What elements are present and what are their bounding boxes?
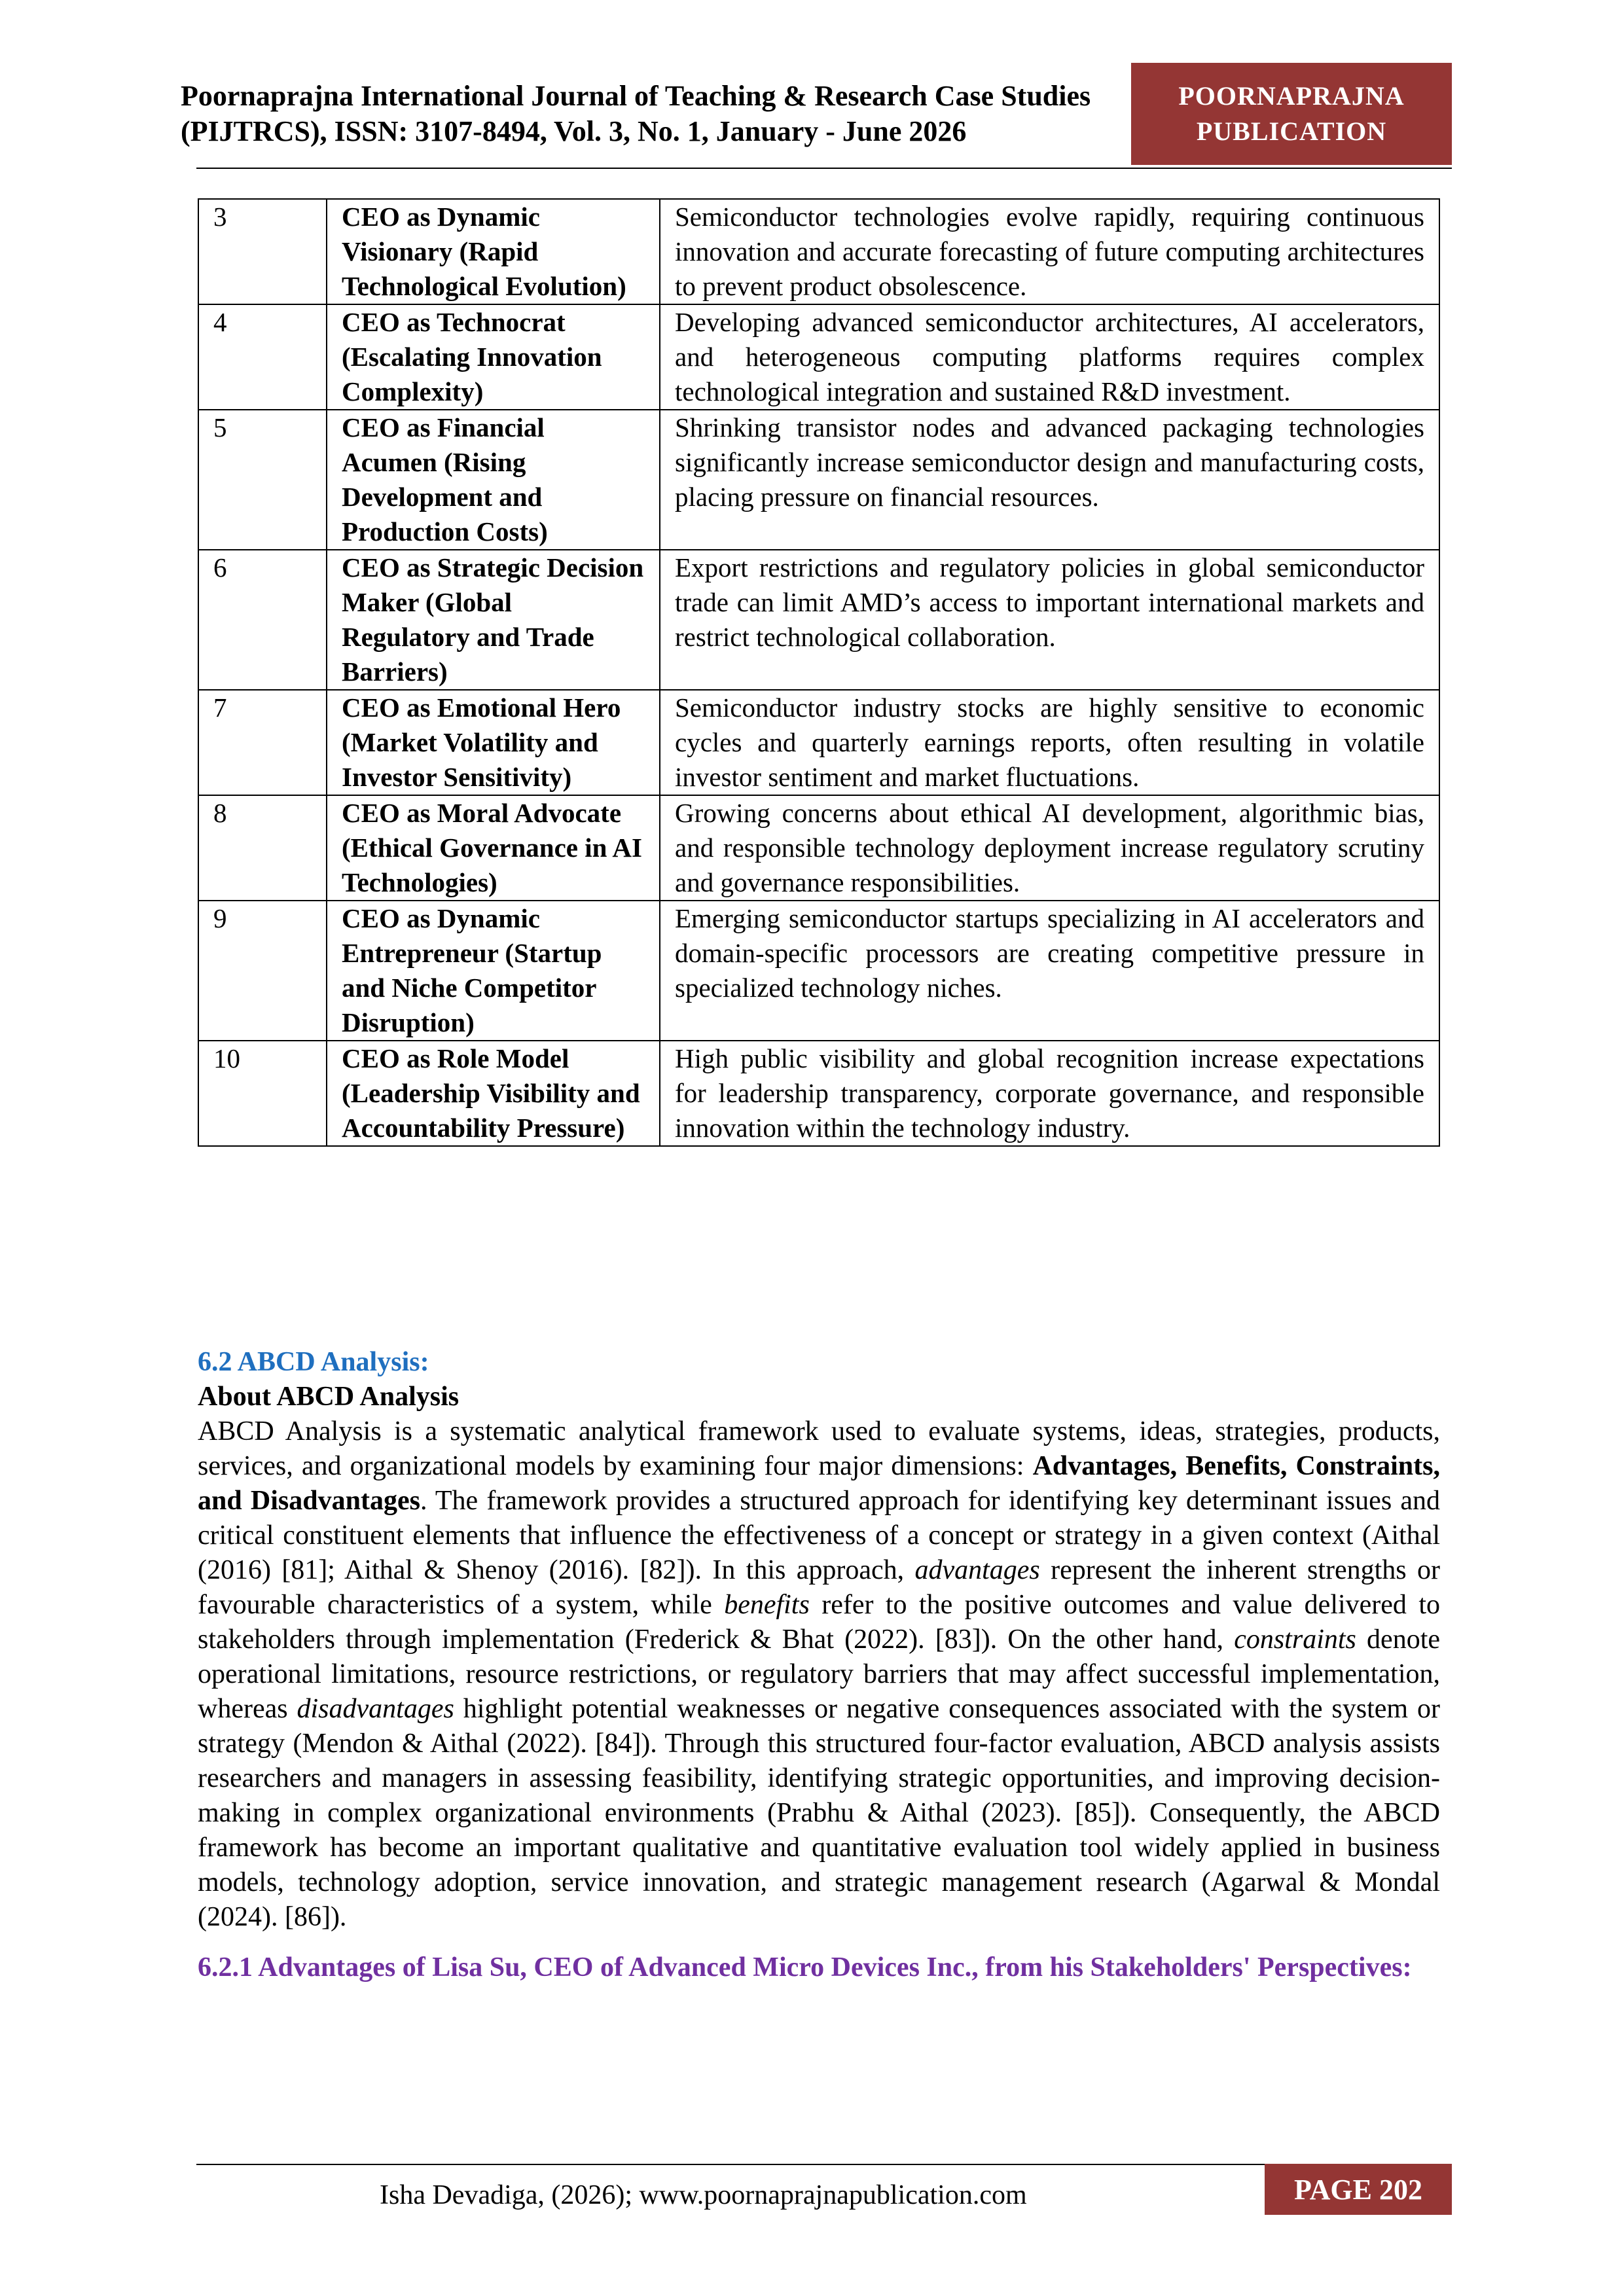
table-row: [198, 304, 1439, 410]
row-role: CEO as Dynamic Visionary (Rapid Technological Evolution): [327, 199, 660, 304]
paragraph-italic-benefits: benefits: [724, 1590, 810, 1620]
footer-divider: [196, 2164, 1452, 2165]
row-role: CEO as Role Model (Leadership Visibility and Accountability Pressure): [327, 1041, 660, 1146]
paragraph-text-5: denote operational limitations, resource restrictions, or regulatory barriers that may affect successful implementation, whereas: [198, 1624, 1440, 1724]
abcd-paragraph: [198, 1414, 1440, 1935]
row-role: CEO as Technocrat (Escalating Innovation Complexity): [327, 304, 660, 410]
row-number: 6: [198, 550, 327, 690]
table-row: [198, 550, 1439, 690]
row-description: Shrinking transistor nodes and advanced packaging technologies significantly increase semiconductor design and manufacturing costs, placing pressure on financial resources.: [660, 410, 1439, 550]
table-row: [198, 1041, 1439, 1146]
row-description: Semiconductor technologies evolve rapidly, requiring continuous innovation and accurate forecasting of future computing architectures to prevent product obsolescence.: [660, 199, 1439, 304]
paragraph-text-3: represent the inherent strengths or favourable characteristics of a system, while: [198, 1555, 1440, 1620]
row-role: CEO as Strategic Decision Maker (Global Regulatory and Trade Barriers): [327, 550, 660, 690]
row-description: Developing advanced semiconductor architectures, AI accelerators, and heterogeneous computing platforms requires complex technological integration and sustained R&D investment.: [660, 304, 1439, 410]
publisher-badge: [1131, 63, 1452, 165]
row-role: CEO as Dynamic Entrepreneur (Startup and Niche Competitor Disruption): [327, 901, 660, 1041]
paragraph-text-6: highlight potential weaknesses or negative consequences associated with the system or strategy (Mendon & Aithal (2022). [84]). Through this structured four-factor evaluation, ABCD analysis assists researchers and managers in assessing feasibility, identifying strategic opportunities, and improving decision-making in complex organizational environments (Prabhu & Aithal (2023). [85]). Consequently, the ABCD framework has become an important qualitative and quantitative evaluation tool widely applied in business models, technology adoption, service innovation, and strategic management research (Agarwal & Mondal (2024). [86]).: [198, 1694, 1440, 1932]
page-number-badge: PAGE 202: [1265, 2164, 1452, 2215]
journal-title: Poornaprajna International Journal of Teaching & Research Case Studies (PIJTRCS), ISSN: 3107-8494, Vol. 3, No. 1, January - June 2026: [181, 80, 1091, 147]
row-number: 10: [198, 1041, 327, 1146]
footer-author-line: Isha Devadiga, (2026); www.poornaprajnapublication.com: [380, 2180, 1027, 2210]
row-number: 9: [198, 901, 327, 1041]
row-description: Semiconductor industry stocks are highly sensitive to economic cycles and quarterly earnings reports, often resulting in volatile investor sentiment and market fluctuations.: [660, 690, 1439, 795]
paragraph-text-4: refer to the positive outcomes and value delivered to stakeholders through implementation (Frederick & Bhat (2022). [83]). On the other hand,: [198, 1590, 1440, 1655]
paragraph-italic-constraints: constraints: [1234, 1624, 1356, 1655]
table-row: [198, 410, 1439, 550]
abcd-section: [198, 1345, 1440, 1985]
publisher-badge-line1: POORNAPRAJNA: [1178, 81, 1405, 111]
paragraph-italic-advantages: advantages: [914, 1555, 1040, 1585]
challenges-table: [198, 198, 1440, 1147]
row-role: CEO as Emotional Hero (Market Volatility and Investor Sensitivity): [327, 690, 660, 795]
row-number: 5: [198, 410, 327, 550]
header-divider: [196, 168, 1452, 169]
paragraph-text-1: ABCD Analysis is a systematic analytical framework used to evaluate systems, ideas, strategies, products, services, and organizational models by examining four major dimensions:: [198, 1416, 1440, 1481]
section-subheading: About ABCD Analysis: [198, 1382, 460, 1412]
row-number: 7: [198, 690, 327, 795]
row-description: Emerging semiconductor startups specializing in AI accelerators and domain-specific processors are creating competitive pressure in specialized technology niches.: [660, 901, 1439, 1041]
row-number: 3: [198, 199, 327, 304]
paragraph-text-2: . The framework provides a structured approach for identifying key determinant issues and critical constituent elements that influence the effectiveness of a concept or strategy in a given context (Aithal (2016) [81]; Aithal & Shenoy (2016). [82]). In this approach,: [198, 1486, 1440, 1585]
paragraph-bold-dimensions: Advantages, Benefits, Constraints, and Disadvantages: [198, 1451, 1440, 1516]
table-row: [198, 901, 1439, 1041]
row-description: High public visibility and global recognition increase expectations for leadership transparency, corporate governance, and responsible innovation within the technology industry.: [660, 1041, 1439, 1146]
section-heading: 6.2 ABCD Analysis:: [198, 1347, 429, 1377]
row-role: CEO as Moral Advocate (Ethical Governance in AI Technologies): [327, 795, 660, 901]
row-number: 4: [198, 304, 327, 410]
paragraph-italic-disadvantages: disadvantages: [297, 1694, 454, 1724]
row-role: CEO as Financial Acumen (Rising Development and Production Costs): [327, 410, 660, 550]
table-row: [198, 690, 1439, 795]
row-number: 8: [198, 795, 327, 901]
subsection-heading: 6.2.1 Advantages of Lisa Su, CEO of Advanced Micro Devices Inc., from his Stakeholders' Perspectives:: [198, 1952, 1412, 1982]
row-description: Growing concerns about ethical AI development, algorithmic bias, and responsible technology deployment increase regulatory scrutiny and governance responsibilities.: [660, 795, 1439, 901]
table-row: [198, 795, 1439, 901]
publisher-badge-line2: PUBLICATION: [1196, 117, 1387, 146]
table-row: [198, 199, 1439, 304]
row-description: Export restrictions and regulatory policies in global semiconductor trade can limit AMD’s access to important international markets and restrict technological collaboration.: [660, 550, 1439, 690]
